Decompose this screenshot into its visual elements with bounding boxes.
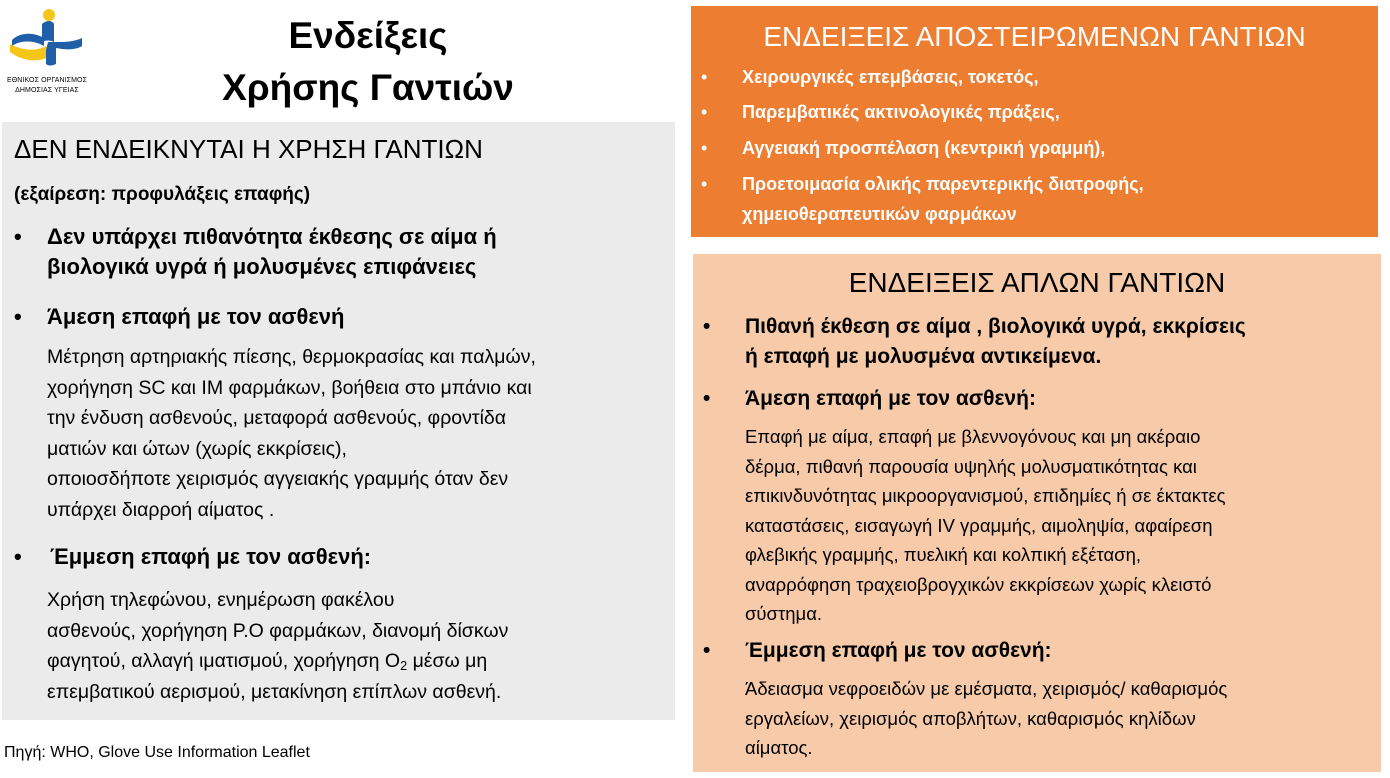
sterile-heading: ΕΝΔΕΙΞΕΙΣ ΑΠΟΣΤΕΙΡΩΜΕΝΩΝ ΓΑΝΤΙΩΝ [763, 21, 1306, 52]
simple-gloves-panel [693, 254, 1381, 772]
no-gloves-panel [2, 122, 675, 720]
text-line: καταστάσεις, εισαγωγή IV γραμμής, αιμοληψία, αφαίρεση [745, 514, 1213, 536]
text-line: ασθενούς, χορήγηση P.O φαρμάκων, διανομή δίσκων [47, 619, 509, 642]
simple-bullet-1 [703, 312, 1373, 372]
bullet-dot: • [14, 224, 22, 249]
bullet-2-label: Άμεση επαφή με τον ασθενή [47, 304, 345, 329]
bullet-dot: • [703, 639, 711, 662]
simple-indirect-contact-text [745, 674, 1227, 763]
bullet-dot: • [703, 387, 711, 410]
plus-cross-logo-icon [6, 6, 86, 72]
sterile-gloves-panel [691, 6, 1378, 237]
bullet-dot: • [703, 315, 711, 338]
source-citation: Πηγή: WHO, Glove Use Information Leaflet [4, 744, 310, 761]
text-line: οποιοσδήποτε χειρισμός αγγειακής γραμμής όταν δεν [47, 468, 509, 490]
no-gloves-bullet-1 [14, 222, 664, 282]
bullet-1-line2: βιολογικά υγρά ή μολυσμένες επιφάνειες [47, 254, 477, 279]
text-line: επικινδυνότητας μικροοργανισμού, επιδημίες ή σε έκτακτες [745, 485, 1226, 506]
logo-line1: ΕΘΝΙΚΟΣ ΟΡΓΑΝΙΣΜΟΣ [6, 77, 87, 84]
text-line: επεμβατικού αερισμού, μετακίνηση επίπλων ασθενή. [47, 680, 502, 703]
no-gloves-direct-contact-text [47, 342, 536, 525]
text-line: ματιών και ώτων (χωρίς εκκρίσεις), [47, 437, 347, 460]
sterile-item-text: Προετοιμασία ολικής παρεντερικής διατροφής, [742, 174, 1144, 194]
simple-bullet-3 [703, 636, 1373, 666]
simple-heading: ΕΝΔΕΙΞΕΙΣ ΑΠΛΩΝ ΓΑΝΤΙΩΝ [848, 267, 1226, 298]
sterile-item-text: Αγγειακή προσπέλαση (κεντρική γραμμή), [742, 138, 1106, 158]
simple-direct-contact-text [745, 422, 1226, 629]
no-gloves-heading: ΔΕΝ ΕΝΔΕΙΚΝΥΤΑΙ Η ΧΡΗΣΗ ΓΑΝΤΙΩΝ [14, 134, 483, 164]
text-line: σύστημα. [745, 603, 823, 624]
simple-bullet-3-label: Έμμεση επαφή με τον ασθενή: [745, 639, 1052, 662]
simple-bullet-2 [703, 384, 1373, 414]
text-line: την ένδυση ασθενούς, μεταφορά ασθενούς, φροντίδα [47, 407, 507, 429]
text-line: Άδειασμα νεφροειδών με εμέσματα, χειρισμός/ καθαρισμός [745, 678, 1228, 699]
sterile-item-text: Χειρουργικές επεμβάσεις, τοκετός, [742, 67, 1039, 87]
eody-logo [6, 6, 86, 98]
text-line: εργαλείων, χειρισμός αποβλήτων, καθαρισμός κηλίδων [745, 707, 1196, 729]
text-fragment: μέσω μη [407, 650, 488, 672]
text-line: αίματος. [745, 737, 813, 758]
text-line: Χρήση τηλεφώνου, ενημέρωση φακέλου [47, 589, 395, 611]
sterile-item-text: Παρεμβατικές ακτινολογικές πράξεις, [742, 102, 1060, 122]
text-line: Επαφή με αίμα, επαφή με βλεννογόνους και μη ακέραιο [745, 426, 1201, 447]
sterile-item-text: χημειοθεραπευτικών φαρμάκων [742, 204, 1017, 224]
title-line2: Χρήσης Γαντιών [222, 67, 514, 108]
bullet-dot: • [14, 304, 22, 329]
bullet-3-label: Έμμεση επαφή με τον ασθενή: [50, 544, 372, 569]
text-line: Μέτρηση αρτηριακής πίεσης, θερμοκρασίας και παλμών, [47, 346, 536, 368]
page-title [200, 10, 536, 114]
bullet-dot: • [14, 544, 22, 569]
bullet-dot: • [701, 174, 708, 194]
text-line: χορήγηση SC και IM φαρμάκων, βοήθεια στο μπάνιο και [47, 376, 532, 399]
text-fragment: φαγητού, αλλαγή ιματισμού, χορήγηση O [47, 650, 401, 672]
text-line: αναρρόφηση τραχειοβρογχικών εκκρίσεων χωρίς κλειστό [745, 573, 1212, 595]
text-line: δέρμα, πιθανή παρουσία υψηλής μολυσματικότητας και [745, 455, 1197, 477]
subscript: 2 [400, 659, 408, 674]
simple-bullet-1-line1: Πιθανή έκθεση σε αίμα , βιολογικά υγρά, εκκρίσεις [745, 315, 1246, 338]
bullet-dot: • [701, 67, 708, 87]
bullet-dot: • [701, 102, 708, 122]
simple-bullet-2-label: Άμεση επαφή με τον ασθενή: [745, 387, 1036, 410]
logo-line2: ΔΗΜΟΣΙΑΣ ΥΓΕΙΑΣ [15, 87, 79, 94]
simple-bullet-1-line2: ή επαφή με μολυσμένα αντικείμενα. [745, 345, 1102, 368]
text-line [47, 646, 508, 677]
no-gloves-bullet-3 [14, 542, 664, 572]
bullet-1-line1: Δεν υπάρχει πιθανότητα έκθεσης σε αίμα ή [47, 224, 497, 249]
no-gloves-bullet-2 [14, 302, 664, 332]
bullet-dot: • [701, 138, 708, 158]
title-line1: Ενδείξεις [288, 15, 448, 56]
text-line: υπάρχει διαρροή αίματος . [47, 498, 275, 521]
no-gloves-exception: (εξαίρεση: προφυλάξεις επαφής) [14, 184, 311, 205]
text-line: φλεβικής γραμμής, πυελική και κολπική εξέταση, [745, 544, 1142, 565]
no-gloves-indirect-contact-text [47, 585, 508, 707]
